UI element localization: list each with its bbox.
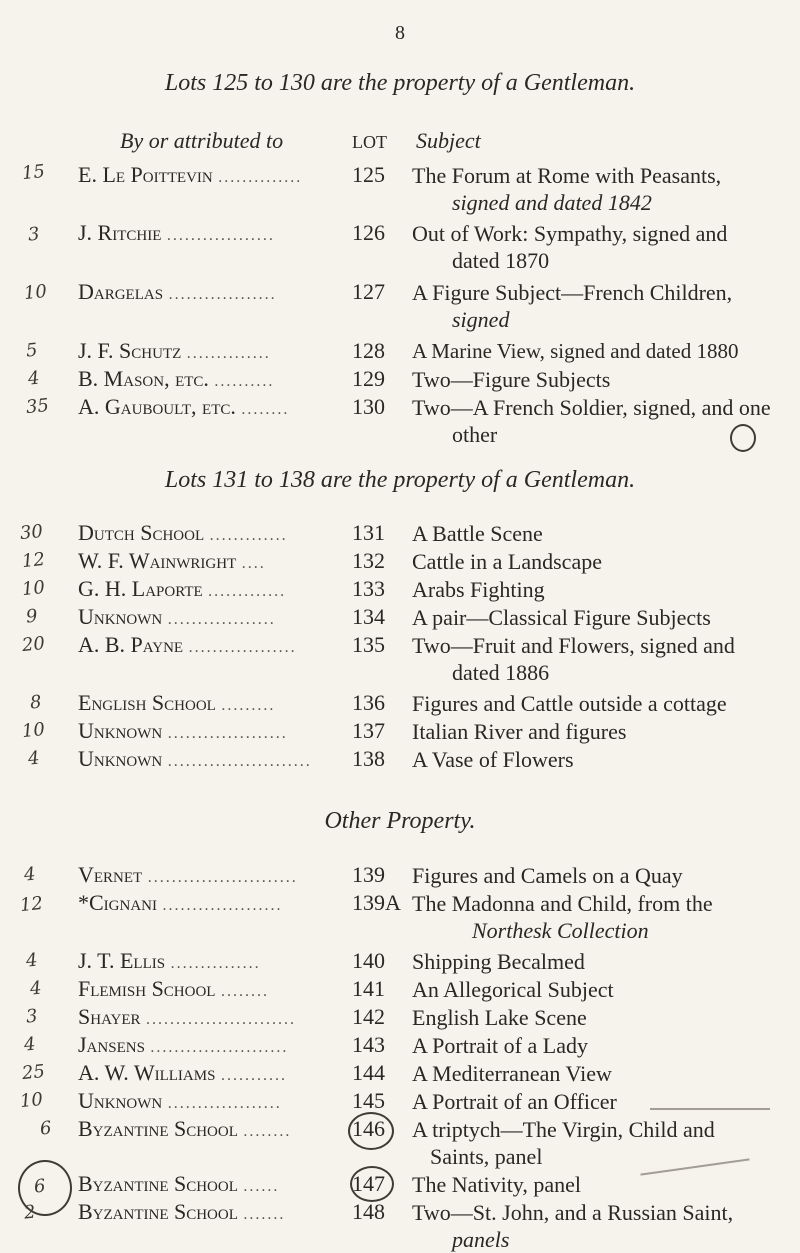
margin-note: 12: [18, 892, 44, 917]
subject-text: Figures and Cattle outside a cottage: [412, 691, 727, 716]
margin-note: 10: [20, 718, 46, 743]
column-heading-lot: LOT: [352, 132, 387, 152]
artist-name: Byzantine School: [78, 1116, 238, 1141]
lot-number: 136: [352, 690, 385, 715]
pencil-line: [650, 1108, 770, 1110]
artist-name: Flemish School: [78, 976, 216, 1001]
artist-name: *Cignani: [78, 890, 157, 915]
subject-text: Two—Figure Subjects: [412, 367, 611, 392]
lot-number: 134: [352, 604, 385, 629]
lot-number: 144: [352, 1060, 385, 1085]
subject-text: A pair—Classical Figure Subjects: [412, 605, 711, 630]
subject-text-cont: dated 1870: [452, 248, 550, 273]
subject-text: A Figure Subject—French Children,: [412, 280, 733, 305]
column-heading-subject: Subject: [416, 128, 481, 153]
subject-text: A Mediterranean View: [412, 1061, 612, 1086]
lot-number: 145: [352, 1088, 385, 1113]
lot-number: 143: [352, 1032, 385, 1057]
margin-note: 30: [18, 520, 44, 545]
margin-note: 10: [22, 280, 48, 305]
page-number: 8: [395, 22, 405, 44]
margin-note: 4: [28, 977, 43, 1000]
artist-name: English School: [78, 690, 216, 715]
lot-number: 133: [352, 576, 385, 601]
lot-number: 135: [352, 632, 385, 657]
artist-name: B. Mason, etc.: [78, 366, 209, 391]
subject-text: The Forum at Rome with Peasants,: [412, 163, 722, 188]
subject-text: The Nativity, panel: [412, 1172, 582, 1197]
lot-number: 137: [352, 718, 385, 743]
lot-entry: Jansens ....................... 143 A Portrait of a Lady: [0, 1032, 800, 1060]
pencil-circle: [350, 1166, 394, 1202]
lot-entry: G. H. Laporte ............. 133 Arabs Fighting: [0, 576, 800, 604]
margin-note: 9: [24, 605, 39, 628]
subject-text: A Marine View, signed and dated 1880: [412, 339, 739, 363]
lot-number: 126: [352, 220, 385, 245]
subject-text: Two—A French Soldier, signed, and one: [412, 395, 771, 420]
artist-name: Shayer: [78, 1004, 141, 1029]
artist-name: Byzantine School: [78, 1199, 238, 1224]
subject-text: A Battle Scene: [412, 521, 543, 546]
subject-text-cont: Saints, panel: [430, 1144, 543, 1169]
margin-note: 12: [20, 548, 46, 573]
lot-entry: J. T. Ellis ............... 140 Shipping Becalmed: [0, 948, 800, 976]
subject-text-cont: panels: [452, 1227, 510, 1252]
artist-name: Unknown: [78, 1088, 163, 1113]
margin-note: 3: [24, 1005, 39, 1028]
margin-note: 35: [24, 394, 50, 419]
margin-note: 3: [26, 223, 41, 246]
margin-note: 15: [20, 160, 46, 185]
subject-text: Figures and Camels on a Quay: [412, 863, 683, 888]
lot-entry: A. B. Payne .................. 135 Two—Fruit and Flowers, signed and dated 1886: [0, 632, 800, 660]
artist-name: Unknown: [78, 718, 163, 743]
pencil-circle: [730, 424, 756, 452]
artist-name: J. F. Schutz: [78, 338, 182, 363]
artist-name: Dutch School: [78, 520, 205, 545]
subject-text: Arabs Fighting: [412, 577, 545, 602]
margin-note: 4: [26, 747, 41, 770]
subject-text: Shipping Becalmed: [412, 949, 585, 974]
artist-name: E. Le Poittevin: [78, 162, 213, 187]
margin-note: 20: [20, 632, 46, 657]
margin-note: 5: [24, 339, 39, 362]
lot-entry: Byzantine School ....... 148 Two—St. John, and a Russian Saint, panels: [0, 1199, 800, 1227]
margin-note: 4: [26, 367, 41, 390]
margin-note: 6: [38, 1117, 53, 1140]
subject-text-cont: Northesk Collection: [472, 918, 649, 943]
lot-number: 129: [352, 366, 385, 391]
artist-name: G. H. Laporte: [78, 576, 203, 601]
lot-entry: Unknown .................. 134 A pair—Classical Figure Subjects: [0, 604, 800, 632]
subject-text: A Vase of Flowers: [412, 747, 574, 772]
lot-entry: Shayer ......................... 142 English Lake Scene: [0, 1004, 800, 1032]
margin-note: 25: [20, 1060, 46, 1085]
lot-entry: J. F. Schutz .............. 128 A Marine View, signed and dated 1880: [0, 338, 800, 366]
subject-text-cont: signed and dated 1842: [452, 190, 652, 215]
artist-name: Jansens: [78, 1032, 145, 1057]
lot-entry: *Cignani .................... 139A The Madonna and Child, from the Northesk Collection: [0, 890, 800, 918]
section-heading-2: Lots 131 to 138 are the property of a Gentleman.: [164, 467, 636, 493]
margin-note: 2: [22, 1201, 37, 1224]
lot-entry: English School ......... 136 Figures and Cattle outside a cottage: [0, 690, 800, 718]
lot-entry: B. Mason, etc. .......... 129 Two—Figure Subjects: [0, 366, 800, 394]
subject-text: Out of Work: Sympathy, signed and: [412, 221, 728, 246]
lot-number: 128: [352, 338, 385, 363]
artist-name: A. B. Payne: [78, 632, 184, 657]
lot-number: 139A: [352, 890, 401, 915]
artist-name: Byzantine School: [78, 1171, 238, 1196]
artist-name: Dargelas: [78, 279, 164, 304]
lot-number: 146: [352, 1116, 385, 1141]
lot-number: 138: [352, 746, 385, 771]
margin-note: 6: [32, 1175, 47, 1198]
margin-note: 10: [20, 576, 46, 601]
artist-name: J. Ritchie: [78, 220, 162, 245]
section-heading-1: Lots 125 to 130 are the property of a Gentleman.: [164, 70, 636, 96]
subject-text: Two—Fruit and Flowers, signed and: [412, 633, 735, 658]
subject-text: Cattle in a Landscape: [412, 549, 602, 574]
subject-text: The Madonna and Child, from the: [412, 891, 713, 916]
lot-entry: Dargelas .................. 127 A Figure Subject—French Children, signed: [0, 279, 800, 307]
lot-entry: Dutch School ............. 131 A Battle Scene: [0, 520, 800, 548]
lot-entry: Byzantine School ........ 146 A triptych—The Virgin, Child and Saints, panel: [0, 1116, 800, 1144]
pencil-circle: [348, 1112, 394, 1150]
lot-entry: Vernet ......................... 139 Figures and Camels on a Quay: [0, 862, 800, 890]
artist-name: W. F. Wainwright: [78, 548, 237, 573]
lot-number: 141: [352, 976, 385, 1001]
lot-number: 142: [352, 1004, 385, 1029]
lot-number: 139: [352, 862, 385, 887]
lot-entry: A. Gauboult, etc. ........ 130 Two—A French Soldier, signed, and one other: [0, 394, 800, 422]
lot-number: 131: [352, 520, 385, 545]
lot-entry: Flemish School ........ 141 An Allegorical Subject: [0, 976, 800, 1004]
margin-note: 8: [28, 691, 43, 714]
subject-text-cont: signed: [452, 307, 510, 332]
lot-entry: A. W. Williams ........... 144 A Mediterranean View: [0, 1060, 800, 1088]
lot-entry: W. F. Wainwright .... 132 Cattle in a Landscape: [0, 548, 800, 576]
artist-name: Vernet: [78, 862, 143, 887]
artist-name: A. W. Williams: [78, 1060, 216, 1085]
lot-number: 125: [352, 162, 385, 187]
lot-number: 148: [352, 1199, 385, 1224]
artist-name: A. Gauboult, etc.: [78, 394, 236, 419]
artist-name: J. T. Ellis: [78, 948, 166, 973]
subject-text-cont: dated 1886: [452, 660, 550, 685]
margin-note: 4: [22, 863, 37, 886]
subject-text: Two—St. John, and a Russian Saint,: [412, 1200, 734, 1225]
lot-entry: Unknown .................... 137 Italian River and figures: [0, 718, 800, 746]
section-heading-3: Other Property.: [324, 808, 476, 834]
artist-name: Unknown: [78, 604, 163, 629]
lot-entry: Unknown ................... 145 A Portrait of an Officer: [0, 1088, 800, 1116]
lot-entry: E. Le Poittevin .............. 125 The Forum at Rome with Peasants, signed and dated 1842: [0, 162, 800, 190]
subject-text: Italian River and figures: [412, 719, 627, 744]
lot-entry: J. Ritchie .................. 126 Out of Work: Sympathy, signed and dated 1870: [0, 220, 800, 248]
lot-entry: Byzantine School ...... 147 The Nativity, panel: [0, 1171, 800, 1199]
column-heading-by: By or attributed to: [120, 128, 284, 153]
subject-text: A Portrait of an Officer: [412, 1089, 617, 1114]
lot-number: 127: [352, 279, 385, 304]
margin-note: 4: [24, 949, 39, 972]
margin-note: 4: [22, 1033, 37, 1056]
lot-entry: Unknown ........................ 138 A Vase of Flowers: [0, 746, 800, 774]
lot-number: 130: [352, 394, 385, 419]
artist-name: Unknown: [78, 746, 163, 771]
lot-number: 132: [352, 548, 385, 573]
lot-number: 147: [352, 1171, 385, 1196]
subject-text: An Allegorical Subject: [412, 977, 614, 1002]
subject-text: A triptych—The Virgin, Child and: [412, 1117, 715, 1142]
subject-text: A Portrait of a Lady: [412, 1033, 588, 1058]
subject-text-cont: other: [452, 422, 498, 447]
subject-text: English Lake Scene: [412, 1005, 587, 1030]
margin-note: 10: [18, 1088, 44, 1113]
lot-number: 140: [352, 948, 385, 973]
